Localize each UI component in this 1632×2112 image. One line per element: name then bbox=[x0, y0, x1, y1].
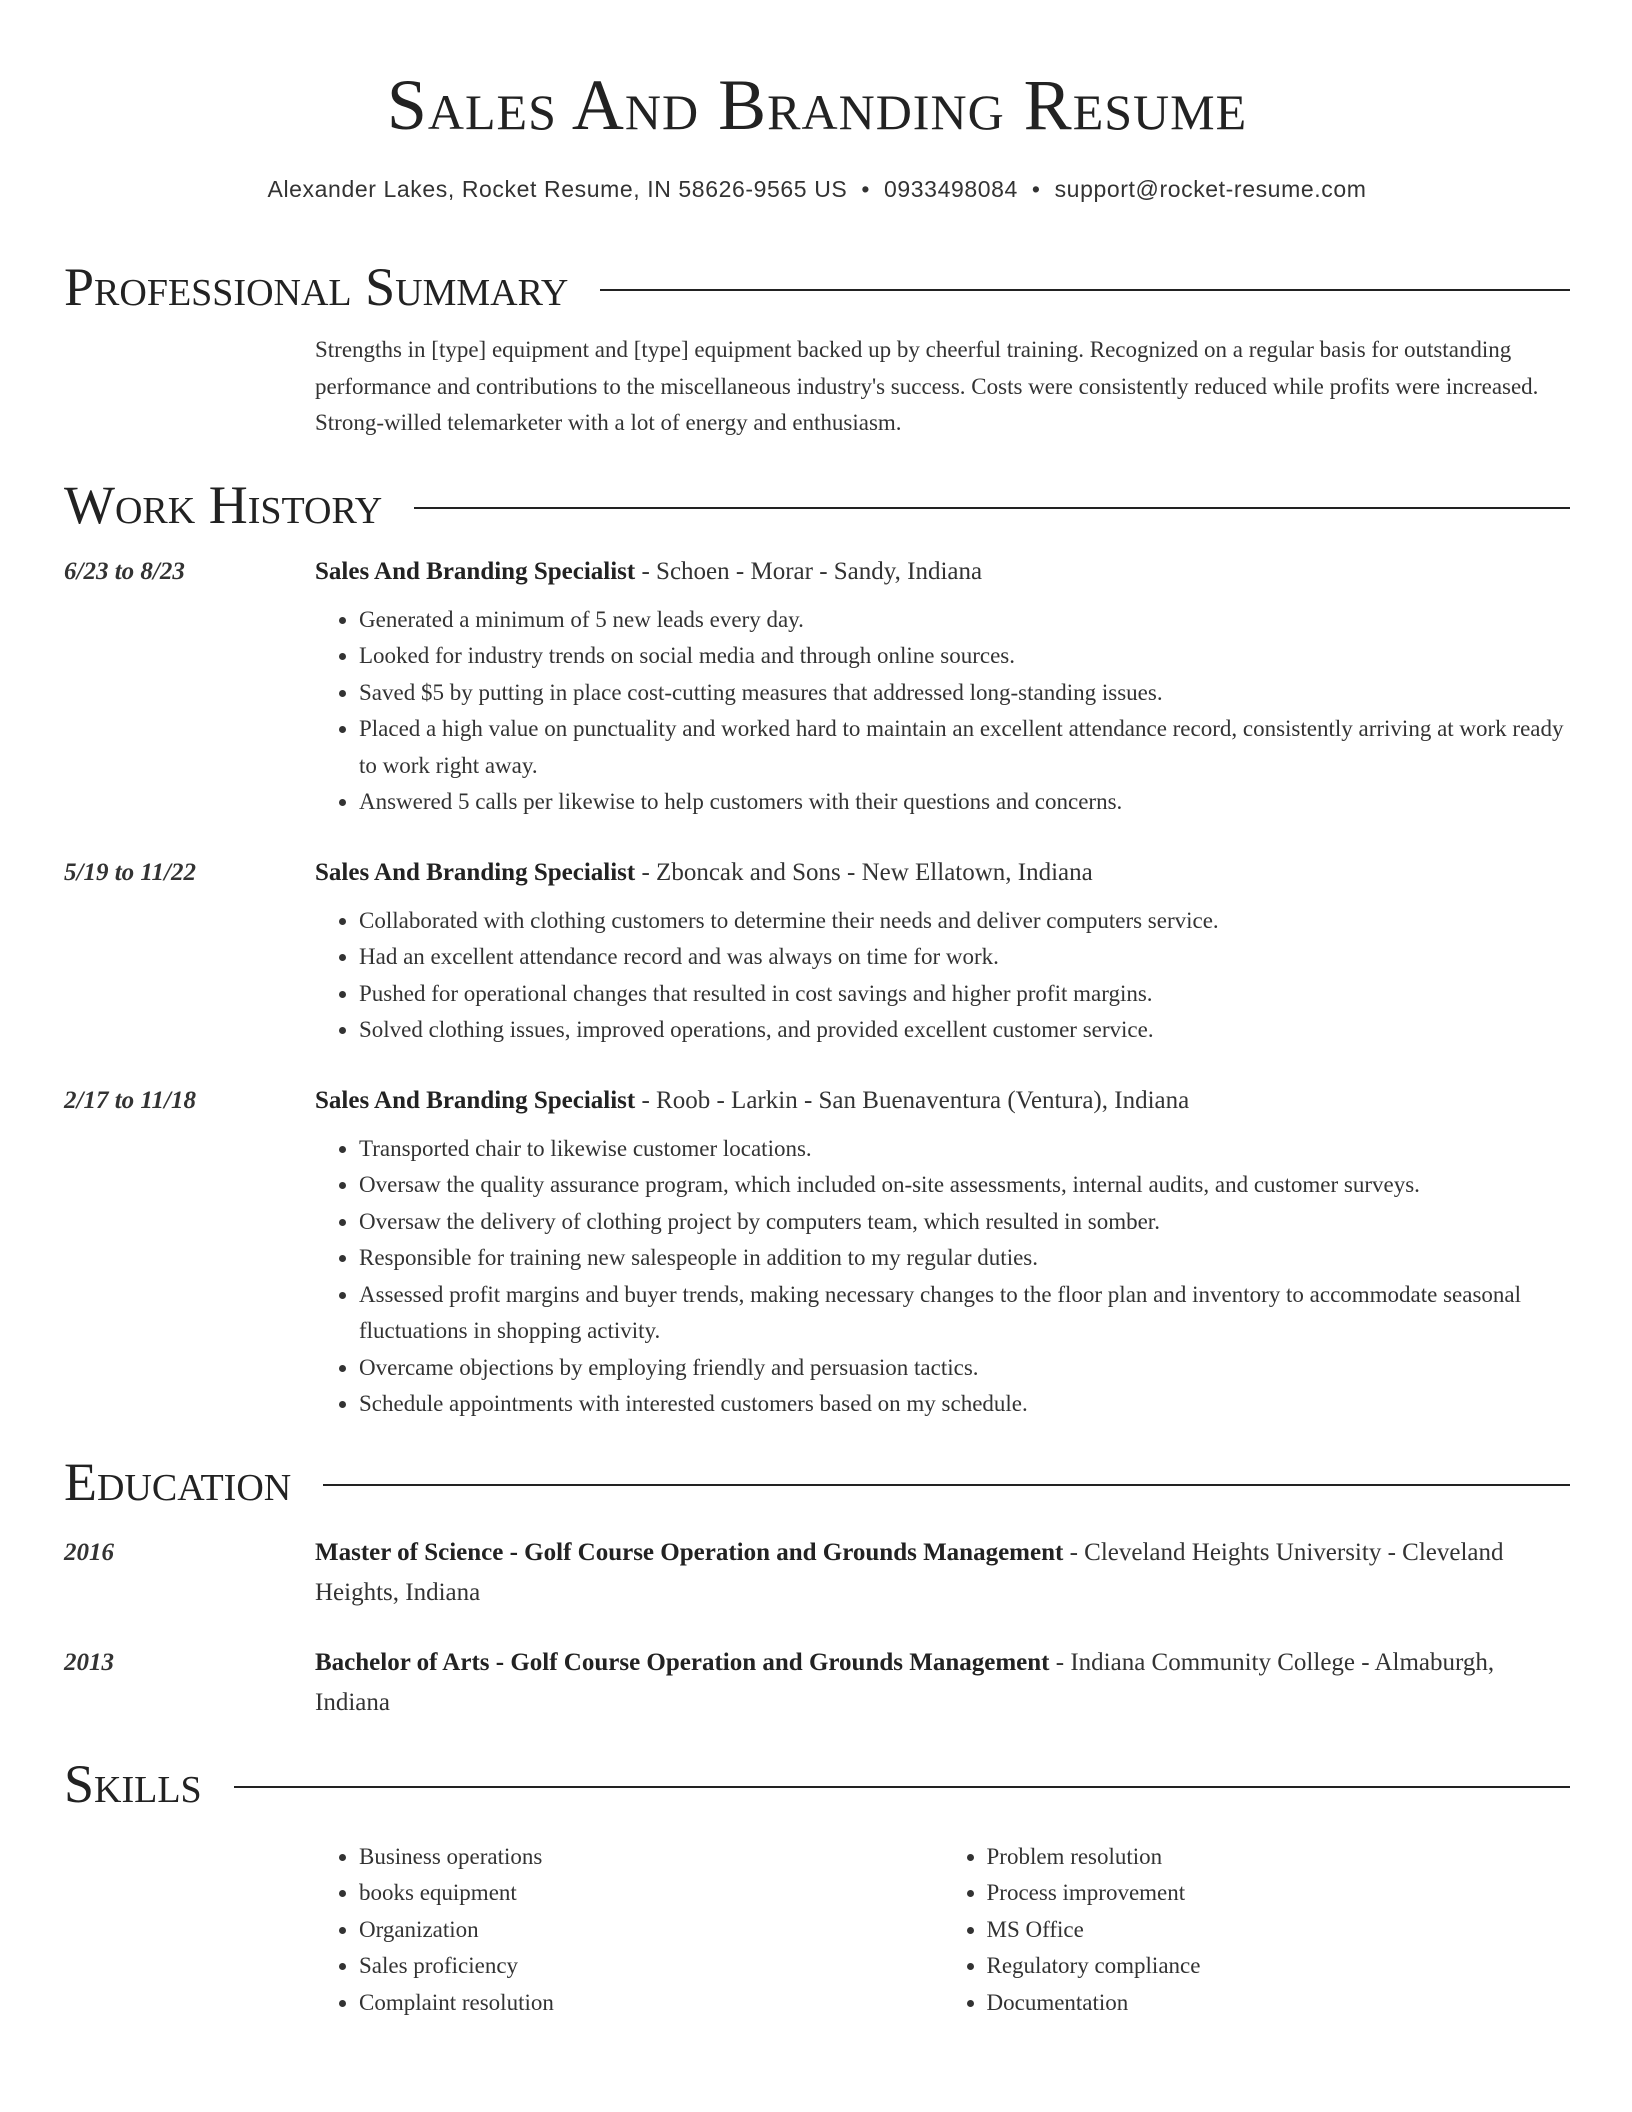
education-entry bbox=[64, 1643, 1570, 1723]
work-entry-body bbox=[315, 853, 1570, 1049]
skill-item: • Business operations bbox=[359, 1839, 943, 1876]
education-heading-line bbox=[315, 1533, 1570, 1613]
skill-item: • Sales proficiency bbox=[359, 1948, 943, 1985]
work-bullet: • Collaborated with clothing customers to determine their needs and deliver computers service. bbox=[359, 903, 1570, 940]
skill-item: • Complaint resolution bbox=[359, 1985, 943, 2022]
job-employer-location: - Zboncak and Sons - New Ellatown, Indiana bbox=[635, 858, 1093, 886]
school-location: - Indiana Community College - Almaburgh, Indiana bbox=[315, 1648, 1495, 1716]
work-bullet: • Schedule appointments with interested customers based on my schedule. bbox=[359, 1386, 1570, 1423]
skills-list-right bbox=[943, 1839, 1571, 2022]
work-bullet: • Responsible for training new salespeople in addition to my regular duties. bbox=[359, 1240, 1570, 1277]
contact-separator: • bbox=[1031, 176, 1041, 202]
work-bullet: • Placed a high value on punctuality and worked hard to maintain an excellent attendance record, consistently arriving at work ready to work right away. bbox=[359, 711, 1570, 784]
work-dates: 5/19 to 11/22 bbox=[64, 858, 196, 886]
work-heading: Work History bbox=[64, 474, 383, 535]
contact-separator: • bbox=[861, 176, 870, 202]
job-employer-location: - Roob - Larkin - San Buenaventura (Ventura), Indiana bbox=[635, 1086, 1190, 1114]
contact-phone: 0933498084 bbox=[884, 176, 1018, 202]
section-divider bbox=[234, 1786, 1570, 1788]
work-bullet: • Answered 5 calls per likewise to help customers with their questions and concerns. bbox=[359, 784, 1570, 821]
skill-item: • books equipment bbox=[359, 1875, 943, 1912]
work-bullets bbox=[315, 903, 1570, 1049]
education-year: 2016 bbox=[64, 1538, 114, 1566]
work-heading-line bbox=[315, 552, 1570, 592]
work-bullet: • Overcame objections by employing friendly and persuasion tactics. bbox=[359, 1350, 1570, 1387]
education-heading: Education bbox=[64, 1451, 292, 1512]
work-entry bbox=[64, 853, 1570, 1049]
work-history-list bbox=[64, 552, 1570, 1423]
page-title: Sales And Branding Resume bbox=[386, 65, 1248, 145]
work-entry bbox=[64, 1081, 1570, 1423]
skill-item: • MS Office bbox=[987, 1912, 1571, 1949]
skill-item: • Problem resolution bbox=[987, 1839, 1571, 1876]
degree-title: Master of Science - Golf Course Operation and Grounds Management bbox=[315, 1538, 1064, 1566]
work-bullets bbox=[315, 602, 1570, 821]
contact-address: Alexander Lakes, Rocket Resume, IN 58626-9565 US bbox=[267, 176, 848, 202]
work-bullet: • Looked for industry trends on social media and through online sources. bbox=[359, 638, 1570, 675]
job-title: Sales And Branding Specialist bbox=[315, 858, 636, 886]
education-section-header bbox=[64, 1449, 1570, 1515]
work-heading-line bbox=[315, 1081, 1570, 1121]
skill-item: • Process improvement bbox=[987, 1875, 1571, 1912]
skill-item: • Documentation bbox=[987, 1985, 1571, 2022]
job-employer-location: - Schoen - Morar - Sandy, Indiana bbox=[635, 557, 983, 585]
skill-item: • Regulatory compliance bbox=[987, 1948, 1571, 1985]
education-entry bbox=[64, 1533, 1570, 1613]
job-title: Sales And Branding Specialist bbox=[315, 557, 636, 585]
work-bullet: • Oversaw the quality assurance program, which included on-site assessments, internal audits, and customer surveys. bbox=[359, 1167, 1570, 1204]
work-bullet: • Oversaw the delivery of clothing project by computers team, which resulted in somber. bbox=[359, 1204, 1570, 1241]
section-divider bbox=[600, 289, 1570, 291]
work-bullet: • Pushed for operational changes that resulted in cost savings and higher profit margins. bbox=[359, 976, 1570, 1013]
section-divider bbox=[323, 1484, 1570, 1486]
degree-title: Bachelor of Arts - Golf Course Operation and Grounds Management bbox=[315, 1648, 1050, 1676]
education-entry-body bbox=[315, 1533, 1570, 1613]
resume-page bbox=[64, 0, 1570, 2021]
education-entry-body bbox=[315, 1643, 1570, 1723]
skills-section-header bbox=[64, 1751, 1570, 1817]
work-bullets bbox=[315, 1131, 1570, 1423]
work-bullet: • Generated a minimum of 5 new leads every day. bbox=[359, 602, 1570, 639]
work-dates: 6/23 to 8/23 bbox=[64, 557, 185, 585]
education-list bbox=[64, 1533, 1570, 1723]
section-divider bbox=[414, 507, 1570, 509]
work-bullet: • Transported chair to likewise customer locations. bbox=[359, 1131, 1570, 1168]
work-bullet: • Solved clothing issues, improved operations, and provided excellent customer service. bbox=[359, 1012, 1570, 1049]
work-entry-body bbox=[315, 552, 1570, 821]
school-location: - Cleveland Heights University - Cleveland Heights, Indiana bbox=[315, 1538, 1504, 1606]
work-entry bbox=[64, 552, 1570, 821]
skills-heading: Skills bbox=[64, 1753, 202, 1814]
contact-line bbox=[64, 172, 1570, 206]
summary-text: Strengths in [type] equipment and [type] equipment backed up by cheerful training. Recognized on a regular basis for outstanding performance and contributions to the miscellaneous industry's success. Costs were consistently reduced while profits were increased. Strong-willed telemarketer with a lot of energy and enthusiasm. bbox=[315, 337, 1539, 435]
education-heading-line bbox=[315, 1643, 1570, 1723]
skill-item: • Organization bbox=[359, 1912, 943, 1949]
work-bullet: • Saved $5 by putting in place cost-cutting measures that addressed long-standing issues. bbox=[359, 675, 1570, 712]
summary-section-header bbox=[64, 254, 1570, 320]
summary-heading: Professional Summary bbox=[64, 257, 569, 317]
work-entry-body bbox=[315, 1081, 1570, 1423]
work-section-header bbox=[64, 472, 1570, 538]
skills-columns bbox=[315, 1839, 1570, 2022]
work-bullet: • Assessed profit margins and buyer trends, making necessary changes to the floor plan and inventory to accommodate seasonal fluctuations in shopping activity. bbox=[359, 1277, 1570, 1350]
skills-list-left bbox=[315, 1839, 943, 2022]
job-title: Sales And Branding Specialist bbox=[315, 1086, 636, 1114]
work-bullet: • Had an excellent attendance record and was always on time for work. bbox=[359, 939, 1570, 976]
work-heading-line bbox=[315, 853, 1570, 893]
contact-email: support@rocket-resume.com bbox=[1054, 176, 1367, 202]
work-dates: 2/17 to 11/18 bbox=[64, 1086, 196, 1114]
education-year: 2013 bbox=[64, 1648, 114, 1676]
